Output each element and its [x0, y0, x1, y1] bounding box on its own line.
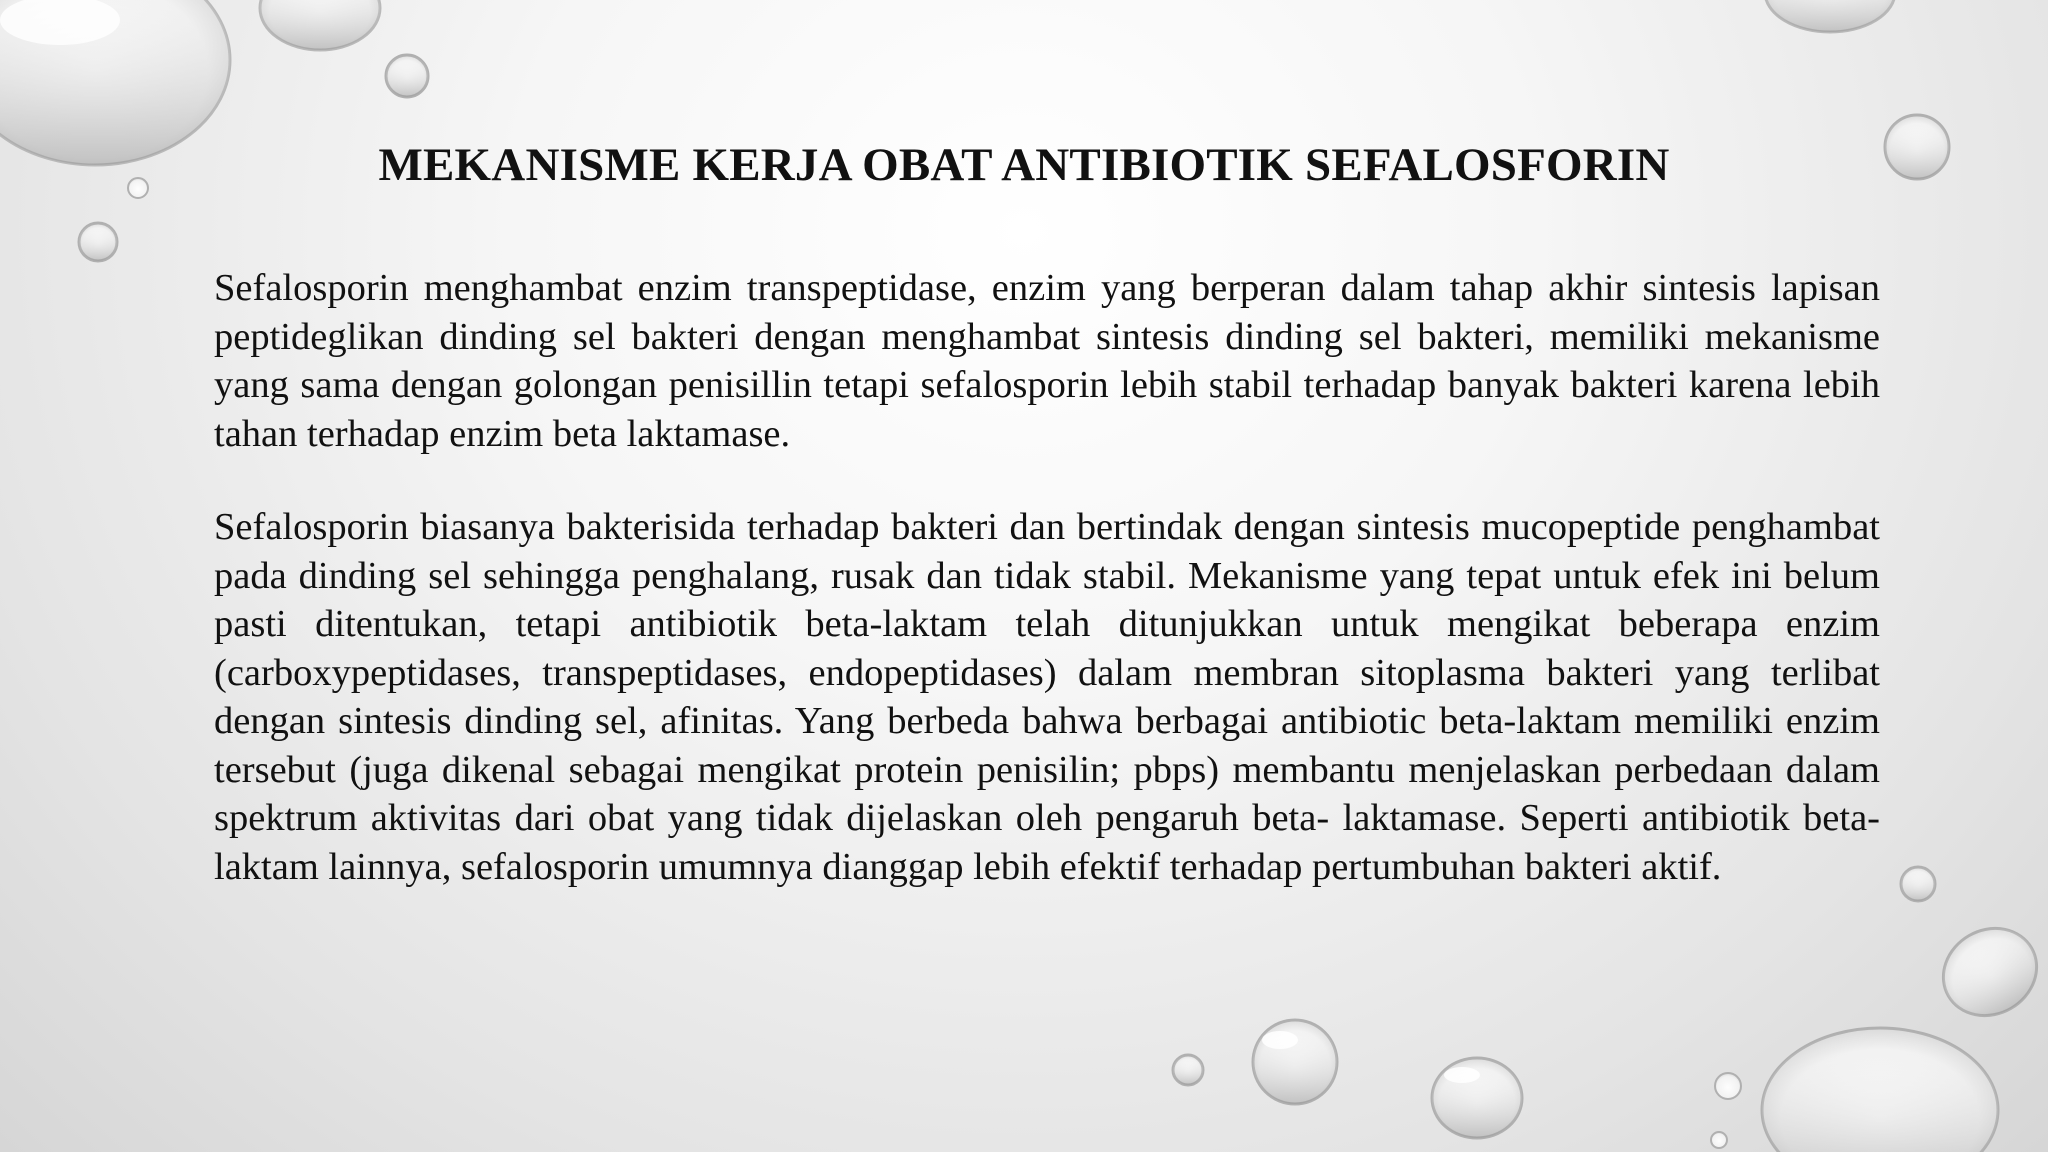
paragraph: Sefalosporin menghambat enzim transpeptidase, enzim yang berperan dalam tahap akhir sintesis lapisan peptideglikan dinding sel bakteri dengan menghambat sintesis dinding sel bakteri, memiliki mekanisme yang sama dengan golongan penisillin tetapi sefalosporin lebih stabil terhadap banyak bakteri karena lebih tahan terhadap enzim beta laktamase. — [214, 267, 1880, 455]
droplet — [79, 223, 117, 261]
paragraph: Sefalosporin biasanya bakterisida terhadap bakteri dan bertindak dengan sintesis mucopeptide penghambat pada dinding sel sehingga penghalang, rusak dan tidak stabil. Mekanisme yang tepat untuk efek ini belum pasti ditentukan, tetapi antibiotik beta-laktam telah ditunjukkan untuk mengikat beberapa enzim (carboxypeptidases, transpeptidases, endopeptidases) dalam membran sitoplasma bakteri yang terlibat dengan sintesis dinding sel, afinitas. Yang berbeda bahwa berbagai antibiotic beta-laktam memiliki enzim tersebut (juga dikenal sebagai mengikat protein penisilin; pbps) membantu menjelaskan perbedaan dalam spektrum aktivitas dari obat yang tidak dijelaskan oleh pengaruh beta- laktamase. Seperti antibiotik beta-laktam lainnya, sefalosporin umumnya dianggap lebih efektif terhadap pertumbuhan bakteri aktif. — [214, 506, 1880, 888]
droplet — [1762, 1028, 1998, 1152]
droplet — [1765, 0, 1895, 32]
droplet — [1927, 912, 2048, 1033]
droplet — [1715, 1073, 1741, 1099]
droplet — [260, 0, 380, 50]
droplet — [1253, 1020, 1337, 1104]
droplet — [386, 55, 428, 97]
droplet — [1711, 1132, 1727, 1148]
droplet — [1901, 867, 1935, 901]
droplet — [1173, 1055, 1203, 1085]
slide-title: MEKANISME KERJA OBAT ANTIBIOTIK SEFALOSFORIN — [378, 139, 1670, 191]
slide-body — [214, 264, 1880, 936]
droplet — [1432, 1058, 1522, 1138]
